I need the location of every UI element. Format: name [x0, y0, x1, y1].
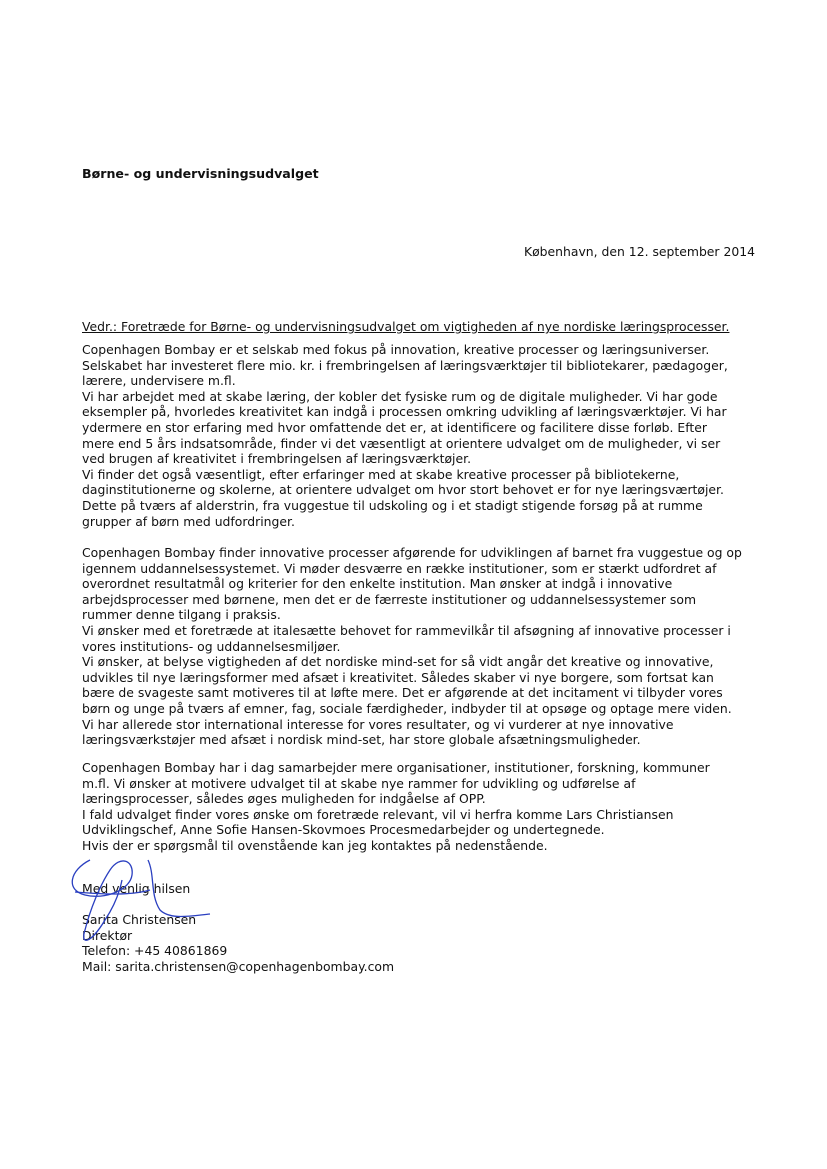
text-line: Vi ønsker, at belyse vigtigheden af det nordiske mind-set for så vidt angår det kreative og innovative, [82, 654, 714, 670]
text-line: Copenhagen Bombay har i dag samarbejder mere organisationer, institutioner, forskning, kommuner [82, 760, 710, 775]
text-line: eksempler på, hvorledes kreativitet kan indgå i processen omkring udvikling af læringsværktøjer. Vi har [82, 404, 727, 420]
text-line: Vi har arbejdet med at skabe læring, der kobler det fysiske rum og de digitale muligheder. Vi har gode [82, 388, 718, 404]
text-line: ydermere en stor erfaring med hvor omfattende det er, at identificere og facilitere disse forløb. Efter [82, 419, 707, 435]
text-line: arbejdsprocesser med børnene, men det er de færreste institutioner og uddannelsessystemer som [82, 591, 697, 607]
paragraph-3 [82, 760, 710, 854]
text-line: vores institutions- og uddannelsesmiljøer. [82, 638, 341, 654]
text-line: m.fl. Vi ønsker at motivere udvalget til at skabe nye rammer for udvikling og udførelse af [82, 775, 636, 791]
text-line: Vi har allerede stor international interesse for vores resultater, og vi vurderer at nye innovative [82, 716, 674, 732]
text-line: Copenhagen Bombay er et selskab med fokus på innovation, kreative processer og læringsuniverser. [82, 342, 710, 357]
text-line: ved brugen af kreativitet i frembringelsen af læringsværktøjer. [82, 451, 472, 467]
text-line: Dette på tværs af alderstrin, fra vuggestue til udskoling og i et stadigt stigende forsøg på at rumme [82, 497, 703, 513]
text-line: lærere, undervisere m.fl. [82, 373, 236, 389]
text-line: rummer denne tilgang i praksis. [82, 607, 281, 623]
text-line: Hvis der er spørgsmål til ovenstående kan jeg kontaktes på nedenstående. [82, 837, 548, 853]
closing: Med venlig hilsen [82, 881, 191, 896]
text-line: udvikles til nye læringsformer med afsæt i kreativitet. Således skaber vi nye borgere, som fortsat kan [82, 669, 714, 685]
signer-name: Sarita Christensen [82, 912, 197, 927]
text-line: grupper af børn med udfordringer. [82, 513, 295, 529]
text-line: børn og unge på tværs af emner, fag, sociale færdigheder, indbyder til at opsøge og optage mere viden. [82, 700, 732, 716]
paragraph-1 [82, 342, 728, 529]
text-line: Selskabet har investeret flere mio. kr. i frembringelsen af læringsværktøjer til bibliotekarer, pædagoger, [82, 357, 728, 373]
signer-mail: Mail: sarita.christensen@copenhagenbombay.com [82, 958, 395, 974]
text-line: mere end 5 års indsatsområde, finder vi det væsentligt at orientere udvalget om de muligheder, vi ser [82, 435, 721, 451]
text-line: Vi ønsker med et foretræde at italesætte behovet for rammevilkår til afsøgning af innovative processer i [82, 622, 731, 638]
text-line: bære de svageste samt motiveres til at løfte mere. Det er afgørende at det incitament vi tilbyder vores [82, 685, 723, 701]
text-line: daginstitutionerne og skolerne, at orientere udvalget om hvor stort behovet er for nye læringsværtøjer. [82, 482, 724, 498]
text-line: læringsprocesser, således øges muligheden for indgåelse af OPP. [82, 791, 486, 807]
text-line: læringsværkstøjer med afsæt i nordisk mind-set, har store globale afsætningsmuligheder. [82, 732, 641, 748]
handwritten-signature [60, 850, 220, 950]
text-line: igennem uddannelsessystemet. Vi møder desværre en række institutioner, som er stærkt udfordret af [82, 560, 717, 576]
text-line: overordnet resultatmål og kriterier for den enkelte institution. Man ønsker at indgå i innovative [82, 576, 673, 592]
paragraph-2 [82, 545, 742, 748]
letter-date: København, den 12. september 2014 [523, 244, 755, 259]
text-line: I fald udvalget finder vores ønske om foretræde relevant, vil vi herfra komme Lars Christiansen [82, 806, 674, 822]
text-line: Copenhagen Bombay finder innovative processer afgørende for udviklingen af barnet fra vuggestue og op [82, 545, 742, 560]
subject-line: Vedr.: Foretræde for Børne- og undervisningsudvalget om vigtigheden af nye nordiske læringsprocesser. [82, 319, 730, 334]
recipient-heading: Børne- og undervisningsudvalget [82, 166, 319, 181]
text-line: Vi finder det også væsentligt, efter erfaringer med at skabe kreative processer på bibliotekerne, [82, 466, 680, 482]
text-line: Udviklingschef, Anne Sofie Hansen-Skovmoes Procesmedarbejder og undertegnede. [82, 822, 605, 838]
signer-phone: Telefon: +45 40861869 [82, 943, 228, 959]
signer-title: Direktør [82, 927, 133, 943]
